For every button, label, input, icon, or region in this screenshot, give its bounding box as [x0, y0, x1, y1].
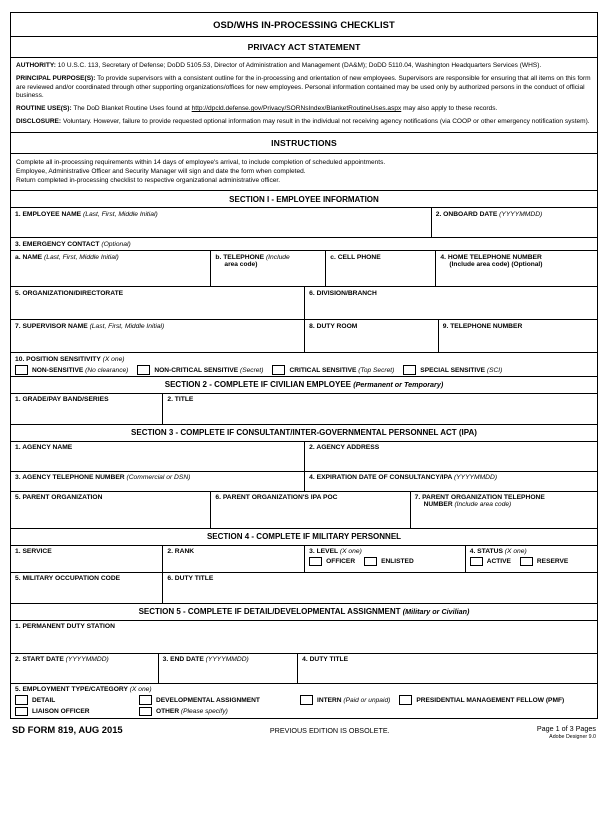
authority-paragraph — [16, 62, 592, 71]
field-division-branch-num: 6. — [309, 289, 315, 297]
field-agency-address-label: AGENCY ADDRESS — [316, 444, 380, 452]
option-hint-non-sensitive: (No clearance) — [85, 366, 129, 374]
field-civilian-title-label: TITLE — [174, 396, 194, 404]
field-agency-telephone-number-hint: (Commercial or DSN) — [126, 474, 191, 482]
field-end-date[interactable] — [159, 654, 298, 684]
field-agency-name[interactable] — [11, 442, 305, 472]
section-1-banner: SECTION I - EMPLOYEE INFORMATION — [11, 190, 597, 208]
section-1-row-6 — [11, 353, 597, 376]
footer-form-id: SD FORM 819, AUG 2015 — [12, 723, 123, 735]
in-processing-checklist-form — [10, 12, 598, 719]
instruction-line: Complete all in-processing requirements within 14 days of employee's arrival, to include completion of scheduled appointments. — [16, 158, 386, 166]
field-emergency-contact-name[interactable] — [11, 251, 211, 287]
field-rank-label: RANK — [174, 548, 195, 556]
instruction-line: Employee, Administrative Officer and Security Manager will sign and date the form when completed. — [16, 167, 306, 175]
checkbox-developmental-assignment[interactable] — [139, 695, 152, 705]
field-home-telephone-number-hint: (Include area code) (Optional) — [449, 260, 543, 268]
field-employment-type-category-label: EMPLOYMENT TYPE/CATEGORY — [22, 686, 128, 694]
level-options — [309, 557, 462, 567]
disclosure-paragraph — [16, 118, 592, 127]
field-onboard-date[interactable] — [432, 208, 597, 238]
section-5-banner-text: SECTION 5 - COMPLETE IF DETAIL/DEVELOPMENTAL ASSIGNMENT — [138, 607, 401, 617]
section-2-banner-hint: (Permanent or Temporary) — [353, 380, 444, 390]
field-military-duty-title-label: DUTY TITLE — [174, 575, 214, 583]
field-military-duty-title[interactable] — [163, 573, 597, 603]
checkbox-non-critical-sensitive[interactable] — [137, 365, 150, 375]
section-2-banner — [11, 376, 597, 394]
privacy-act-body — [11, 58, 597, 133]
field-supervisor-name[interactable] — [11, 320, 305, 353]
instruction-line: Return completed in-processing checklist to respective organizational administrative officer. — [16, 177, 281, 185]
field-agency-name-label: AGENCY NAME — [22, 444, 73, 452]
field-expiration-date-consultancy-num: 4. — [309, 474, 315, 482]
field-agency-name-num: 1. — [15, 444, 21, 452]
checkbox-presidential-management-fellow[interactable] — [399, 695, 412, 705]
field-cell-phone-label: CELL PHONE — [337, 253, 381, 261]
section-5-row-3 — [11, 684, 597, 719]
field-status — [466, 546, 597, 573]
field-end-date-num: 3. — [162, 656, 169, 664]
field-military-occupation-code-label: MILITARY OCCUPATION CODE — [22, 575, 121, 583]
field-home-telephone-number[interactable] — [436, 251, 597, 287]
field-parent-organization-ipa-poc-num: 6. — [215, 494, 221, 502]
checkbox-detail[interactable] — [15, 695, 28, 705]
field-start-date-num: 2. — [15, 656, 21, 664]
section-1-row-3 — [11, 251, 597, 287]
checkbox-critical-sensitive[interactable] — [272, 365, 285, 375]
field-position-sensitivity-hint: (X one) — [102, 355, 125, 363]
field-emergency-contact-num: 3. — [15, 240, 21, 248]
routine-use-label: ROUTINE USE(S): — [16, 105, 72, 112]
field-start-date-hint: (YYYYMMDD) — [65, 656, 109, 664]
section-5-row-1 — [11, 621, 597, 654]
field-parent-organization-telephone[interactable] — [411, 492, 597, 528]
field-service-num: 1. — [15, 548, 21, 556]
field-organization-directorate[interactable] — [11, 287, 305, 320]
employment-type-options-row-1 — [15, 695, 594, 705]
field-service-label: SERVICE — [22, 548, 52, 556]
footer-page-number: Page 1 of 3 Pages — [536, 723, 596, 733]
option-label-enlisted: ENLISTED — [381, 558, 414, 566]
field-rank-num: 2. — [167, 548, 173, 556]
field-division-branch-label: DIVISION/BRANCH — [316, 289, 377, 297]
field-position-sensitivity-label: POSITION SENSITIVITY — [26, 355, 101, 363]
section-1-row-5 — [11, 320, 597, 353]
section-3-row-1 — [11, 442, 597, 472]
field-division-branch[interactable] — [305, 287, 597, 320]
field-end-date-hint: (YYYYMMDD) — [205, 656, 249, 664]
field-parent-organization-telephone-label2: NUMBER — [423, 501, 453, 509]
field-grade-pay-band-series[interactable] — [11, 394, 163, 424]
field-status-label: STATUS — [477, 548, 503, 556]
field-military-occupation-code[interactable] — [11, 573, 163, 603]
option-hint-non-critical-sensitive: (Secret) — [240, 366, 264, 374]
instructions-heading: INSTRUCTIONS — [11, 133, 597, 154]
field-emergency-contact-name-num: a. — [15, 253, 21, 261]
field-supervisor-name-hint: (Last, First, Middle Initial) — [89, 322, 165, 330]
disclosure-text: Voluntary. However, failure to provide requested optional information may result in the individual not receiving agency notifications (via COOP or other emergency notification system). — [62, 118, 590, 125]
section-5-banner — [11, 603, 597, 621]
checkbox-other[interactable] — [139, 707, 152, 717]
option-label-officer: OFFICER — [326, 558, 356, 566]
field-emergency-contact-telephone[interactable] — [211, 251, 326, 287]
field-detail-duty-title[interactable] — [298, 654, 597, 684]
field-agency-address[interactable] — [305, 442, 597, 472]
field-permanent-duty-station-label: PERMANENT DUTY STATION — [22, 623, 115, 631]
position-sensitivity-options — [15, 365, 594, 375]
option-label-special-sensitive: SPECIAL SENSITIVE — [420, 366, 486, 374]
field-emergency-contact-telephone-hint: (Include — [265, 253, 290, 261]
field-permanent-duty-station[interactable] — [11, 621, 597, 654]
section-2-banner-text: SECTION 2 - COMPLETE IF CIVILIAN EMPLOYEE — [164, 380, 351, 390]
checkbox-enlisted[interactable] — [364, 557, 377, 567]
field-employment-type-category-num: 5. — [15, 686, 21, 694]
field-organization-directorate-num: 5. — [15, 289, 21, 297]
section-3-banner: SECTION 3 - COMPLETE IF CONSULTANT/INTER-GOVERNMENTAL PERSONNEL ACT (IPA) — [11, 424, 597, 442]
section-1-row-2 — [11, 238, 597, 251]
field-home-telephone-number-label: HOME TELEPHONE NUMBER — [447, 253, 542, 261]
field-emergency-contact-telephone-num: b. — [215, 253, 222, 261]
field-emergency-contact-telephone-label: TELEPHONE — [223, 253, 265, 261]
field-agency-telephone-number-label: AGENCY TELEPHONE NUMBER — [22, 474, 125, 482]
section-3-row-3 — [11, 492, 597, 528]
field-onboard-date-hint: (YYYYMMDD) — [499, 210, 543, 218]
option-label-detail: DETAIL — [32, 696, 56, 704]
option-label-non-sensitive: NON-SENSITIVE — [32, 366, 84, 374]
option-label-intern: INTERN — [317, 696, 342, 704]
field-cell-phone[interactable] — [326, 251, 436, 287]
section-4-banner: SECTION 4 - COMPLETE IF MILITARY PERSONNEL — [11, 528, 597, 546]
field-home-telephone-number-num: 4. — [440, 253, 446, 261]
principal-purpose-text: To provide supervisors with a consistent outline for the in-processing and orientation of new employees. Supervisors are responsible for ensuring that all items on this form are reviewed and/or coordinated through other supporting organizations/offices for new employees. Personal information contained may be used only by authorized persons in the conduct of official business. — [16, 75, 591, 99]
field-parent-organization-telephone-label: PARENT ORGANIZATION TELEPHONE — [422, 494, 545, 502]
field-organization-directorate-label: ORGANIZATION/DIRECTORATE — [22, 289, 124, 297]
field-detail-duty-title-num: 4. — [302, 656, 308, 664]
field-detail-duty-title-label: DUTY TITLE — [309, 656, 349, 664]
section-4-row-2 — [11, 573, 597, 603]
instructions-body — [11, 154, 597, 191]
section-1-row-1 — [11, 208, 597, 238]
field-position-sensitivity-num: 10. — [15, 355, 25, 363]
authority-label: AUTHORITY: — [16, 62, 56, 69]
checkbox-liaison-officer[interactable] — [15, 707, 28, 717]
routine-use-text-post: may also apply to these records. — [403, 105, 498, 112]
routine-use-text-pre: The DoD Blanket Routine Uses found at — [73, 105, 190, 112]
field-agency-telephone-number[interactable] — [11, 472, 305, 492]
form-footer — [10, 721, 598, 740]
section-2-row-1 — [11, 394, 597, 424]
field-parent-organization-label: PARENT ORGANIZATION — [22, 494, 103, 502]
checkbox-non-sensitive[interactable] — [15, 365, 28, 375]
disclosure-label: DISCLOSURE: — [16, 118, 62, 125]
footer-edition-notice: PREVIOUS EDITION IS OBSOLETE. — [269, 725, 390, 735]
field-employee-name[interactable] — [11, 208, 432, 238]
field-level-hint: (X one) — [339, 548, 362, 556]
field-duty-room-num: 8. — [309, 322, 315, 330]
routine-use-paragraph — [16, 105, 592, 114]
field-position-sensitivity — [11, 353, 597, 376]
field-permanent-duty-station-num: 1. — [15, 623, 21, 631]
field-emergency-contact-name-hint: (Last, First, Middle Initial) — [44, 253, 119, 261]
option-label-other: OTHER — [156, 708, 180, 716]
field-duty-room[interactable] — [305, 320, 439, 353]
field-employee-name-label: EMPLOYEE NAME — [22, 210, 82, 218]
field-expiration-date-consultancy[interactable] — [305, 472, 597, 492]
field-rank[interactable] — [163, 546, 305, 573]
field-level-num: 3. — [309, 548, 315, 556]
field-start-date-label: START DATE — [22, 656, 64, 664]
field-emergency-contact-header — [11, 238, 597, 251]
employment-type-options-row-2 — [15, 707, 594, 717]
checkbox-reserve[interactable] — [520, 557, 533, 567]
field-status-num: 4. — [469, 548, 476, 556]
checkbox-active[interactable] — [470, 557, 483, 567]
field-parent-organization-num: 5. — [15, 494, 21, 502]
status-options — [470, 557, 594, 567]
field-parent-organization-telephone-hint: (Include area code) — [454, 501, 512, 509]
option-label-liaison-officer: LIAISON OFFICER — [32, 708, 90, 716]
section-4-row-1 — [11, 546, 597, 573]
field-cell-phone-num: c. — [330, 253, 336, 261]
option-label-non-critical-sensitive: NON-CRITICAL SENSITIVE — [154, 366, 239, 374]
field-end-date-label: END DATE — [170, 656, 204, 664]
routine-use-link[interactable]: http://dpcld.defense.gov/Privacy/SORNsIndex/BlanketRoutineUses.aspx — [191, 105, 402, 112]
field-onboard-date-num: 2. — [435, 210, 442, 218]
option-label-developmental-assignment: DEVELOPMENTAL ASSIGNMENT — [156, 696, 260, 704]
option-label-presidential-management-fellow: PRESIDENTIAL MANAGEMENT FELLOW (PMF) — [416, 696, 565, 704]
field-parent-organization[interactable] — [11, 492, 211, 528]
principal-purpose-paragraph — [16, 75, 592, 101]
field-expiration-date-consultancy-label: EXPIRATION DATE OF CONSULTANCY/IPA — [316, 474, 453, 482]
section-5-banner-hint: (Military or Civilian) — [402, 607, 470, 617]
field-start-date[interactable] — [11, 654, 159, 684]
privacy-act-heading: PRIVACY ACT STATEMENT — [11, 37, 597, 58]
option-label-active: ACTIVE — [486, 558, 511, 566]
form-title: OSD/WHS IN-PROCESSING CHECKLIST — [11, 13, 597, 37]
field-employee-name-num: 1. — [15, 210, 21, 218]
checkbox-intern[interactable] — [300, 695, 313, 705]
field-duty-room-label: DUTY ROOM — [316, 322, 358, 330]
field-expiration-date-consultancy-hint: (YYYYMMDD) — [453, 474, 498, 482]
field-emergency-contact-hint: (Optional) — [101, 240, 131, 248]
principal-purpose-label: PRINCIPAL PURPOSE(S): — [16, 75, 96, 82]
field-parent-organization-ipa-poc-label: PARENT ORGANIZATION'S IPA POC — [222, 494, 338, 502]
footer-page-info — [537, 724, 596, 740]
field-employee-name-hint: (Last, First, Middle Initial) — [83, 210, 158, 218]
field-grade-pay-band-series-num: 1. — [15, 396, 21, 404]
field-civilian-title[interactable] — [163, 394, 597, 424]
field-employment-type-category-hint: (X one) — [129, 686, 152, 694]
authority-text: 10 U.S.C. 113, Secretary of Defense; DoDD 5105.53, Director of Administration and Management (DA&M); DoDD 5110.04, Washington Headquarters Services (WHS). — [57, 62, 542, 69]
field-parent-organization-telephone-num: 7. — [414, 494, 421, 502]
field-military-occupation-code-num: 5. — [15, 575, 21, 583]
field-level-label: LEVEL — [316, 548, 339, 556]
field-emergency-contact-telephone-hint2: area code) — [224, 260, 258, 268]
checkbox-officer[interactable] — [309, 557, 322, 567]
field-supervisor-name-num: 7. — [15, 322, 21, 330]
field-telephone-number-num: 9. — [442, 322, 449, 330]
option-label-reserve: RESERVE — [536, 558, 569, 566]
field-parent-organization-ipa-poc[interactable] — [211, 492, 410, 528]
field-agency-telephone-number-num: 3. — [15, 474, 21, 482]
footer-designer: Adobe Designer 9.0 — [549, 733, 596, 740]
field-military-duty-title-num: 6. — [167, 575, 173, 583]
field-grade-pay-band-series-label: GRADE/PAY BAND/SERIES — [22, 396, 109, 404]
section-1-row-4 — [11, 287, 597, 320]
option-hint-special-sensitive: (SCI) — [486, 366, 503, 374]
option-label-critical-sensitive: CRITICAL SENSITIVE — [289, 366, 357, 374]
field-service[interactable] — [11, 546, 163, 573]
field-status-hint: (X one) — [504, 548, 527, 556]
section-3-row-2 — [11, 472, 597, 492]
field-supervisor-name-label: SUPERVISOR NAME — [22, 322, 88, 330]
field-employment-type-category — [11, 684, 597, 719]
field-emergency-contact-name-label: NAME — [22, 253, 43, 261]
option-hint-other: (Please specify) — [180, 708, 228, 716]
option-hint-intern: (Paid or unpaid) — [343, 696, 391, 704]
checkbox-special-sensitive[interactable] — [403, 365, 416, 375]
field-emergency-contact-label: EMERGENCY CONTACT — [22, 240, 100, 248]
field-telephone-number-label: TELEPHONE NUMBER — [450, 322, 523, 330]
section-5-row-2 — [11, 654, 597, 684]
field-civilian-title-num: 2. — [167, 396, 173, 404]
option-hint-critical-sensitive: (Top Secret) — [358, 366, 395, 374]
field-agency-address-num: 2. — [309, 444, 315, 452]
field-onboard-date-label: ONBOARD DATE — [443, 210, 498, 218]
field-telephone-number[interactable] — [439, 320, 597, 353]
field-level — [305, 546, 466, 573]
